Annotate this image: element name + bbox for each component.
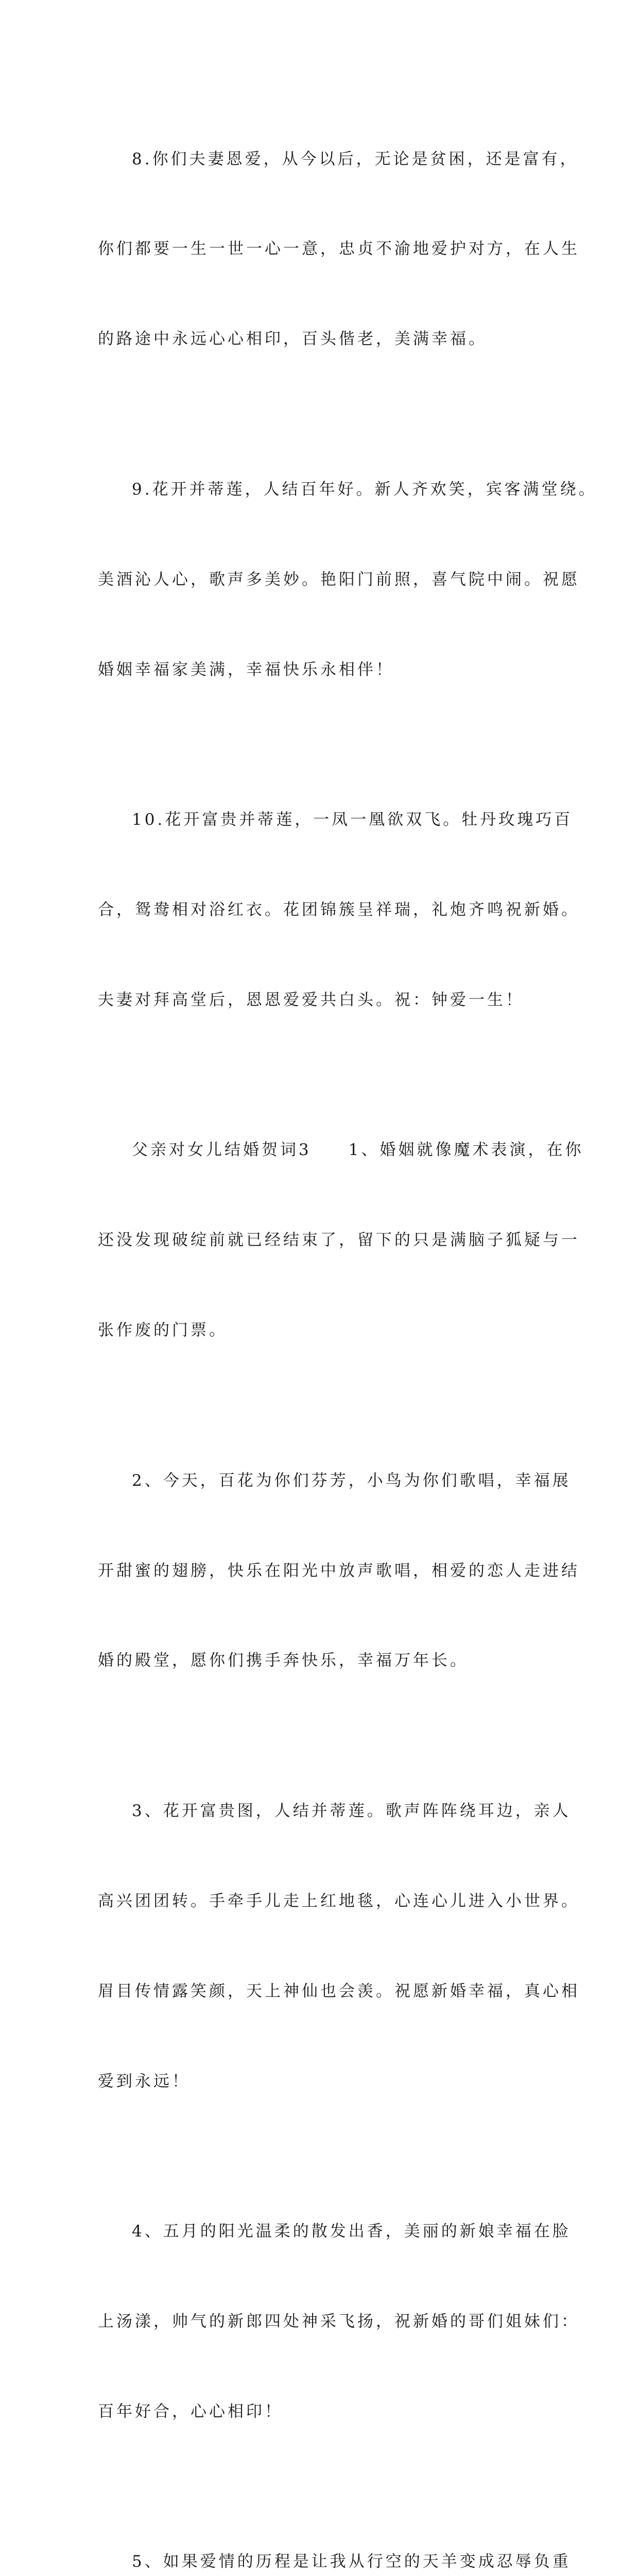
text-line: 还没发现破绽前就已经结束了，留下的只是满脑子狐疑与一 — [98, 1231, 580, 1250]
text-line: 9.花开并蒂莲，人结百年好。新人齐欢笑，宾客满堂绕。 — [132, 480, 597, 499]
text-line: 父亲对女儿结婚贺词3 1、婚姻就像魔术表演，在你 — [132, 1141, 584, 1160]
text-line: 婚的殿堂，愿你们携手奔快乐，幸福万年长。 — [98, 1651, 469, 1670]
text-line: 开甜蜜的翅膀，快乐在阳光中放声歌唱，相爱的恋人走进结 — [98, 1561, 580, 1580]
paragraph-8 — [98, 84, 580, 414]
text-line: 2、今天，百花为你们芬芳，小鸟为你们歌唱，幸福展 — [132, 1471, 571, 1490]
paragraph-3 — [98, 1736, 580, 2156]
text-line: 8.你们夫妻恩爱，从今以后，无论是贫困，还是富有， — [132, 149, 579, 168]
text-line: 10.花开富贵并蒂莲，一凤一凰欲双飞。牡丹玫瑰巧百 — [132, 810, 573, 829]
document-body — [98, 84, 597, 2576]
text-line: 的路途中永远心心相印，百头偕老，美满幸福。 — [98, 330, 487, 349]
paragraph-2 — [98, 1405, 580, 1736]
text-line: 眉目传情露笑颜，天上神仙也会羡。祝愿新婚幸福，真心相 — [98, 1981, 580, 2001]
text-line: 上汤漾，帅气的新郎四处神采飞扬，祝新婚的哥们姐妹们： — [98, 2312, 580, 2331]
text-line: 张作废的门票。 — [98, 1321, 228, 1340]
text-line: 美酒沁人心，歌声多美妙。艳阳门前照，喜气院中闹。祝愿 — [98, 570, 580, 589]
text-line: 爱到永远！ — [98, 2072, 191, 2091]
paragraph-5 — [98, 2487, 571, 2576]
text-line: 婚姻幸福家美满，幸福快乐永相伴！ — [98, 660, 394, 679]
text-line: 4、五月的阳光温柔的散发出香，美丽的新娘幸福在脸 — [132, 2222, 571, 2241]
paragraph-10 — [98, 745, 580, 1075]
text-line: 高兴团团转。手牵手儿走上红地毯，心连心儿进入小世界。 — [98, 1891, 580, 1910]
text-line: 合，鸳鸯相对浴红衣。花团锦簇呈祥瑞，礼炮齐鸣祝新婚。 — [98, 901, 580, 920]
text-line: 3、花开富贵图，人结并蒂莲。歌声阵阵绕耳边，亲人 — [132, 1801, 571, 1820]
text-line: 百年好合，心心相印！ — [98, 2402, 283, 2421]
text-line: 你们都要一生一世一心一意，忠贞不渝地爱护对方，在人生 — [98, 240, 580, 259]
paragraph-9 — [98, 414, 597, 744]
text-line: 5、如果爱情的历程是让我从行空的天羊变成忍辱负重 — [132, 2552, 571, 2571]
paragraph-4 — [98, 2156, 580, 2486]
paragraph-section-3 — [98, 1075, 584, 1405]
text-line: 夫妻对拜高堂后，恩恩爱爱共白头。祝：钟爱一生！ — [98, 990, 524, 1009]
